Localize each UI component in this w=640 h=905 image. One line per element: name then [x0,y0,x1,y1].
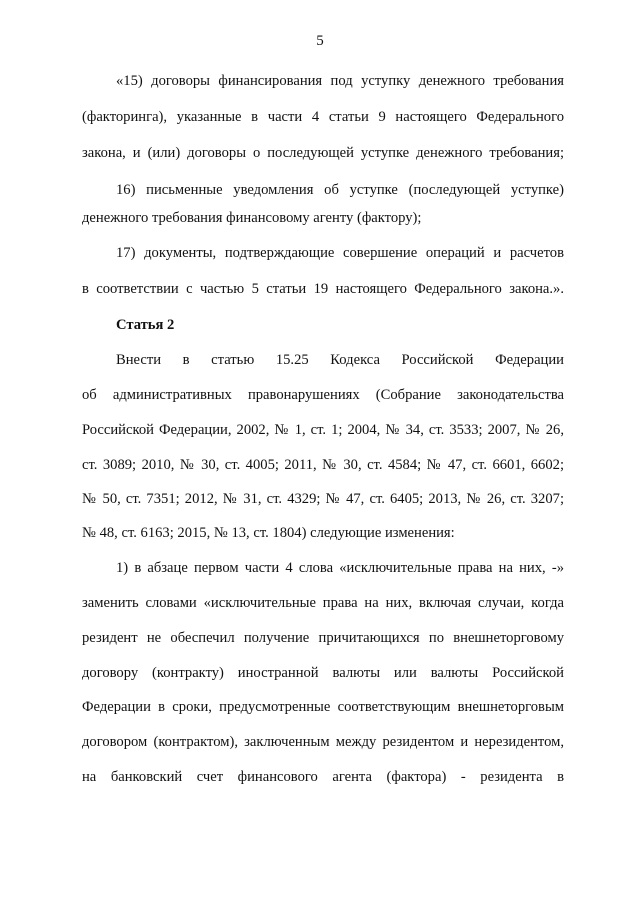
text-line: 17) документы, подтверждающие совершение операций и расчетов [116,245,564,261]
text-line: ст. 3089; 2010, № 30, ст. 4005; 2011, № 30, ст. 4584; № 47, ст. 6601, 6602; [82,457,564,473]
text-line: об административных правонарушениях (Собрание законодательства [82,387,564,403]
article-heading: Статья 2 [116,317,175,333]
text-line: Российской Федерации, 2002, № 1, ст. 1; 2004, № 34, ст. 3533; 2007, № 26, [82,422,564,438]
text-line: закона, и (или) договоры о последующей уступке денежного требования; [82,145,564,161]
text-line: договором (контрактом), заключенным между резидентом и нерезидентом, [82,734,564,750]
text-line: денежного требования финансовому агенту (фактору); [82,210,422,226]
page-number: 5 [316,33,324,49]
text-line: договору (контракту) иностранной валюты или валюты Российской [82,665,564,681]
text-line: 16) письменные уведомления об уступке (последующей уступке) [116,182,564,198]
text-line: (факторинга), указанные в части 4 статьи 9 настоящего Федерального [82,109,564,125]
text-line: 1) в абзаце первом части 4 слова «исключительные права на них, -» [116,560,564,576]
text-line: «15) договоры финансирования под уступку денежного требования [116,73,564,89]
text-line: резидент не обеспечил получение причитающихся по внешнеторговому [82,630,564,646]
text-line: заменить словами «исключительные права на них, включая случаи, когда [82,595,564,611]
text-line: Внести в статью 15.25 Кодекса Российской Федерации [116,352,564,368]
text-line: в соответствии с частью 5 статьи 19 настоящего Федерального закона.». [82,281,564,297]
text-line: № 48, ст. 6163; 2015, № 13, ст. 1804) следующие изменения: [82,525,455,541]
text-line: Федерации в сроки, предусмотренные соответствующим внешнеторговым [82,699,564,715]
text-line: № 50, ст. 7351; 2012, № 31, ст. 4329; № 47, ст. 6405; 2013, № 26, ст. 3207; [82,491,564,507]
text-line: на банковский счет финансового агента (фактора) - резидента в [82,769,564,785]
